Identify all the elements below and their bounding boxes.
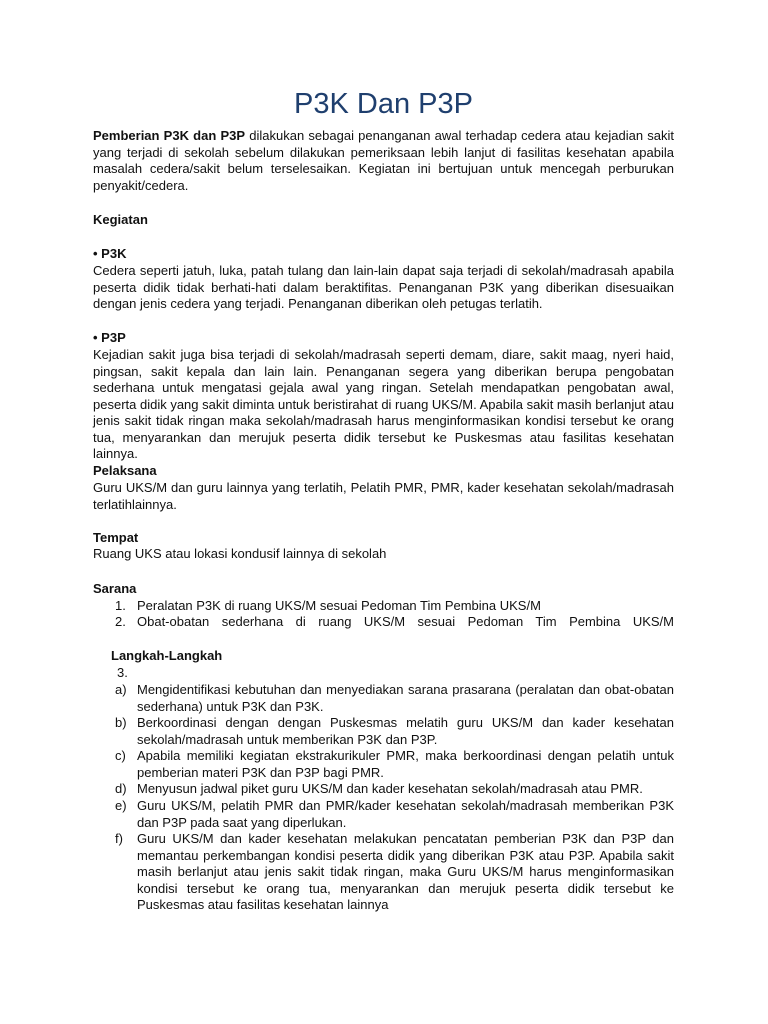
list-item-text: Berkoordinasi dengan dengan Puskesmas melatih guru UKS/M dan kader kesehatan sekolah/madrasah untuk memberikan P3K dan P3P. (137, 715, 674, 747)
intro-text: dilakukan sebagai penanganan awal terhadap cedera atau kejadian sakit yang terjadi di sekolah sebelum dilakukan pemeriksaan lebih lanjut di fasilitas kesehatan apabila masalah cedera/sakit belum terselesaikan. Kegiatan ini bertujuan untuk mencegah perburukan penyakit/cedera. (93, 128, 674, 193)
p3k-heading: • P3K (93, 246, 127, 261)
list-marker: b) (115, 715, 127, 730)
list-item-text: Mengidentifikasi kebutuhan dan menyediakan sarana prasarana (peralatan dan obat-obatan sederhana) untuk P3K dan P3K. (137, 682, 674, 714)
list-marker: c) (115, 748, 126, 763)
list-marker: e) (115, 798, 127, 813)
tempat-paragraph: Ruang UKS atau lokasi kondusif lainnya di sekolah (93, 546, 387, 561)
list-marker: 2. (115, 614, 126, 629)
langkah-heading: Langkah-Langkah (111, 648, 223, 663)
p3p-heading: • P3P (93, 330, 126, 345)
p3k-paragraph: Cedera seperti jatuh, luka, patah tulang dan lain-lain dapat saja terjadi di sekolah/madrasah apabila peserta didik tidak berhati-hati dalam beraktifitas. Penanganan P3K yang diberikan disesuaikan dengan jenis cedera yang terjadi. Penanganan diberikan oleh petugas terlatih. (93, 263, 674, 311)
pelaksana-paragraph: Guru UKS/M dan guru lainnya yang terlatih, Pelatih PMR, PMR, kader kesehatan sekolah/madrasah terlatihlainnya. (93, 480, 674, 512)
list-marker: d) (115, 781, 127, 796)
intro-lead: Pemberian P3K dan P3P (93, 128, 246, 143)
list-marker: 1. (115, 598, 126, 613)
intro-paragraph (93, 128, 674, 194)
tempat-heading: Tempat (93, 530, 139, 545)
kegiatan-heading: Kegiatan (93, 212, 148, 227)
list-item-text: Obat-obatan sederhana di ruang UKS/M sesuai Pedoman Tim Pembina UKS/M (137, 614, 674, 629)
list-item-text: Guru UKS/M dan kader kesehatan melakukan pencatatan pemberian P3K dan P3P dan memantau perkembangan kondisi peserta didik yang diberikan P3K atau P3P. Apabila sakit masih berlanjut atau jenis sakit tidak ringan, maka Guru UKS/M harus menginformasikan kondisi tersebut ke orang tua, menyarankan dan merujuk peserta didik tersebut ke Puskesmas atau fasilitas kesehatan lainnya (137, 831, 674, 912)
langkah-number: 3. (117, 665, 128, 680)
list-item-text: Apabila memiliki kegiatan ekstrakurikuler PMR, maka berkoordinasi dengan pelatih untuk pemberian materi P3K dan P3P bagi PMR. (137, 748, 674, 780)
pelaksana-heading: Pelaksana (93, 463, 157, 478)
list-item-text: Menyusun jadwal piket guru UKS/M dan kader kesehatan sekolah/madrasah atau PMR. (137, 781, 643, 796)
p3p-paragraph: Kejadian sakit juga bisa terjadi di sekolah/madrasah seperti demam, diare, sakit maag, nyeri haid, pingsan, sakit kepala dan lain lain. Penanganan segera yang diberikan berupa pengobatan sederhana untuk mengatasi gejala awal yang ringan. Setelah mendapatkan pengobatan awal, peserta didik yang sakit diminta untuk beristirahat di ruang UKS/M. Apabila sakit masih berlanjut atau jenis sakit tidak ringan maka sekolah/madrasah harus menginformasikan kondisi tersebut ke orang tua, menyarankan dan merujuk peserta didik tersebut ke Puskesmas atau fasilitas kesehatan lainnya. (93, 347, 674, 461)
list-item-text: Peralatan P3K di ruang UKS/M sesuai Pedoman Tim Pembina UKS/M (137, 598, 541, 613)
sarana-heading: Sarana (93, 581, 137, 596)
list-marker: a) (115, 682, 127, 697)
list-item-text: Guru UKS/M, pelatih PMR dan PMR/kader kesehatan sekolah/madrasah memberikan P3K dan P3P pada saat yang diperlukan. (137, 798, 674, 830)
list-marker: f) (115, 831, 123, 846)
page-title: P3K Dan P3P (294, 88, 473, 120)
